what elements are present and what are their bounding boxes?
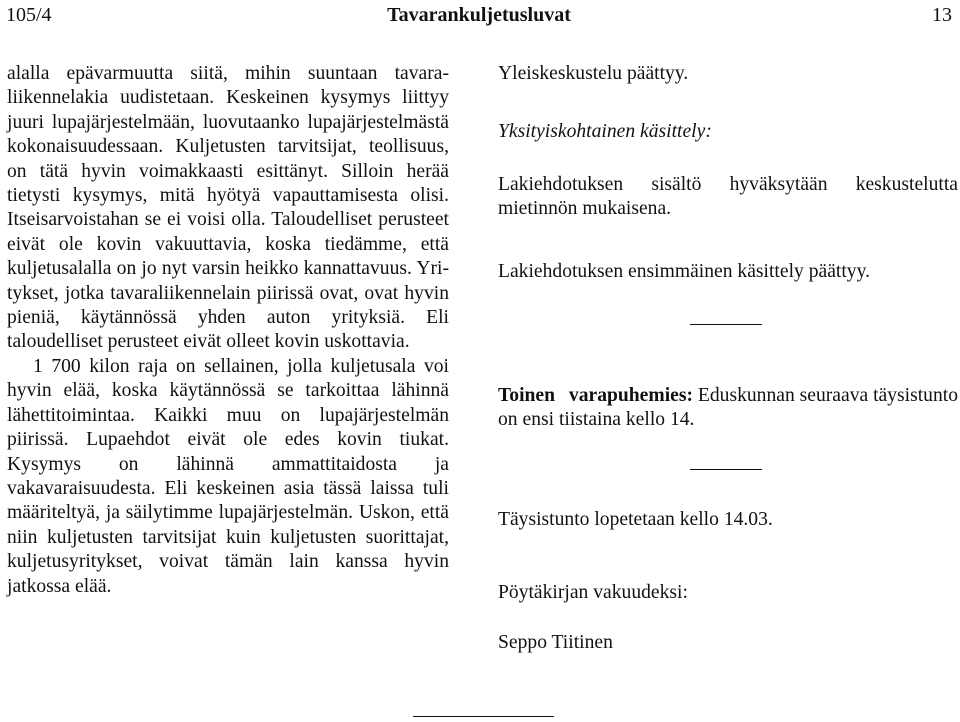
bill-content-approved: Lakiehdotuksen sisältö hyväksytään keskustelutta mietinnön mukaisena. [498,174,958,220]
page-header [6,2,952,28]
page-end-rule [413,716,554,717]
document-number: 105/4 [6,4,52,26]
section-title: Tavarankuljetusluvat [387,4,571,26]
speaker-announcement [498,384,958,433]
minutes-certified: Pöytäkirjan vakuudeksi: [498,582,688,603]
left-column [7,62,449,599]
body-paragraph-2: 1 700 kilon raja on sellainen, jolla kuljetusala voi hyvin elää, koska käytännössä se tarkoittaa lähinnä lähettitoimintaa. Kaikki muu on lupajärjestelmän piirissä. Lupaehdot eivät ole edes kovin tiukat. Kysymys on lähinnä ammattitaidosta ja vakavaraisuudesta. Eli keskeinen asia tässä laissa tuli määriteltyä, ja säilytimme lupajärjestelmän. Uskon, että niin kuljetusten tarvitsijat kuin kuljetusten suorittajat, kuljetusyritykset, voivat tämän lain kanssa hyvin jatkossa elää. [7,355,449,597]
first-reading-ended: Lakiehdotuksen ensimmäinen käsittely päättyy. [498,261,871,282]
section-divider-2 [690,469,762,470]
general-debate-ended: Yleiskeskustelu päättyy. [498,63,689,84]
detailed-reading-heading: Yksityiskohtainen käsittely: [498,121,712,142]
page-number: 13 [932,4,952,26]
session-closed: Täysistunto lopetetaan kello 14.03. [498,509,773,530]
speaker-statement: Eduskunnan seuraava täysistunto on ensi tiistaina kello 14. [498,385,959,431]
signatory-name: Seppo Tiitinen [498,632,613,653]
speaker-role: Toinen varapuhemies: [498,385,693,406]
body-paragraph-1: alalla epävarmuutta siitä, mihin suuntaan tavaraliikennelakia uudistetaan. Keskeinen kysymys liittyy juuri lupajärjestelmään, luovutaanko lupajärjestelmästä kokonaisuudessaan. Kuljetusten tarvitsijat, teollisuus, on tätä hyvin voimakkaasti esittänyt. Silloin herää tietysti kysymys, mitä hyötyä vapauttamisesta olisi. Itseisarvoistahan se ei voisi olla. Taloudelliset perusteet eivät ole kovin vakuuttavia, koska tiedämme, että kuljetusalalla on jo nyt varsin heikko kannattavuus. Yritykset, jotka tavaraliikennelain piirissä ovat, ovat hyvin pieniä, käytännössä yhden auton yrityksiä. Eli taloudelliset perusteet eivät olleet kovin uskottavia. [7,63,449,353]
section-divider-1 [690,324,762,325]
